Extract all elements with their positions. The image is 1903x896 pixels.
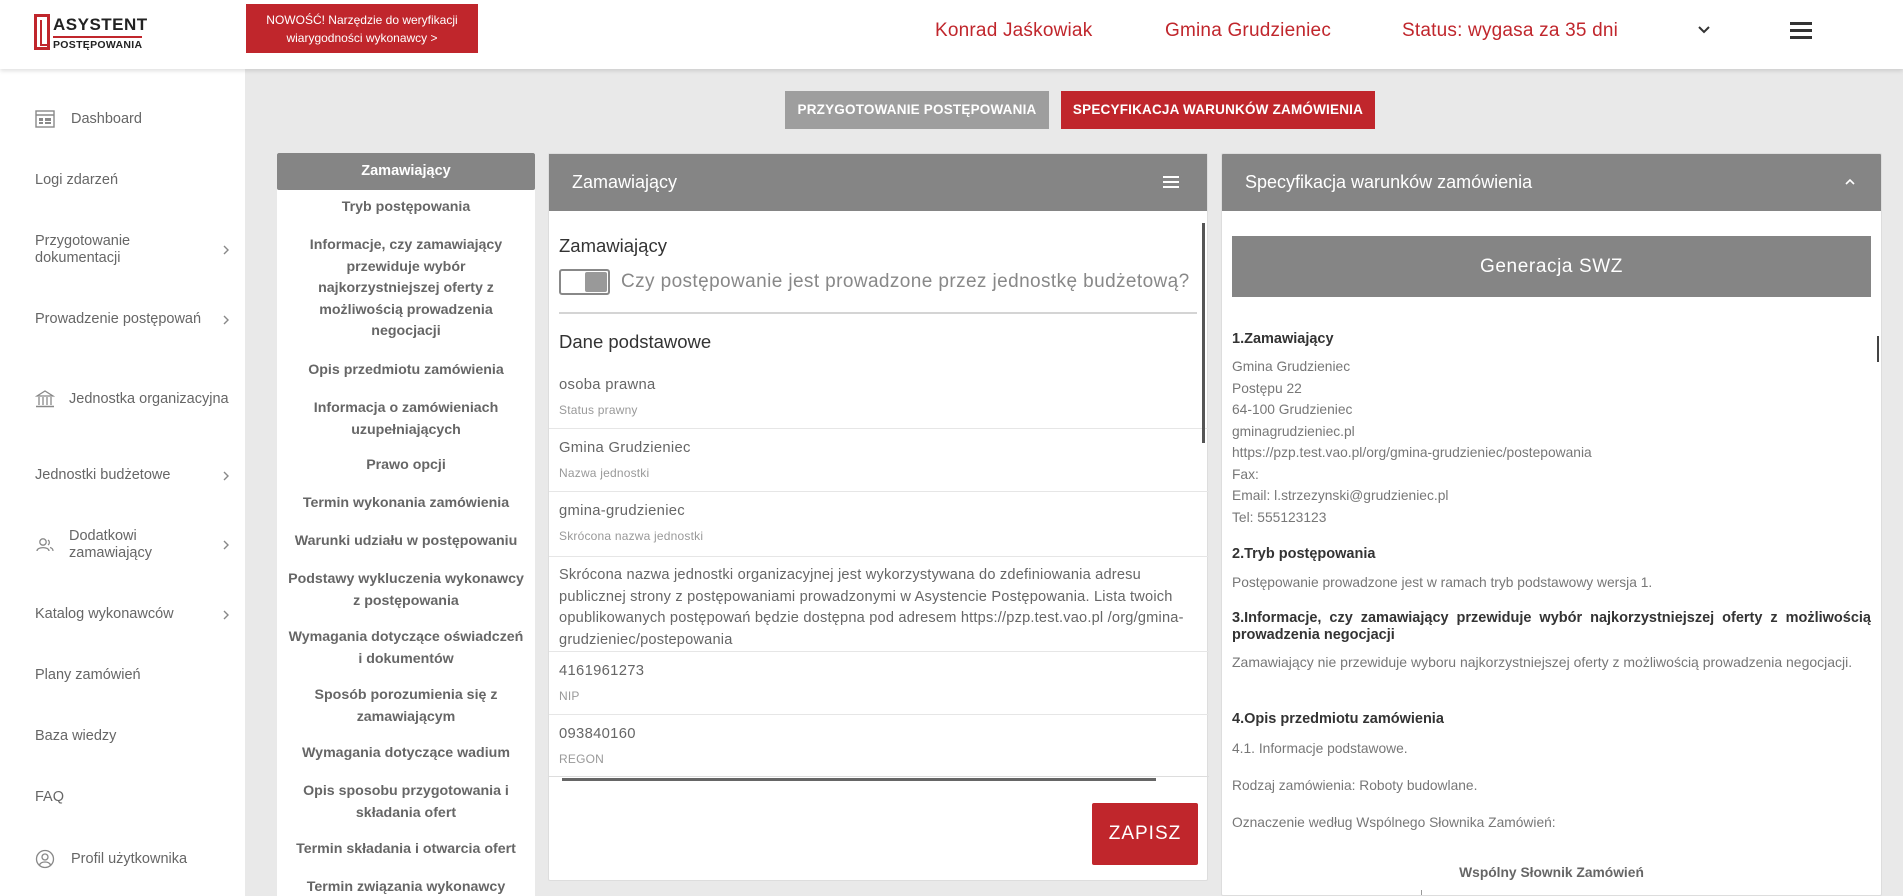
field-label: Skrócona nazwa jednostki <box>559 529 704 543</box>
section-nav <box>277 153 535 896</box>
nip-field[interactable] <box>549 652 1209 715</box>
subscription-status[interactable]: Status: wygasa za 35 dni <box>1402 20 1619 41</box>
sidebar-item-procurement-plans[interactable] <box>35 667 230 684</box>
top-bar <box>0 0 1903 69</box>
spec-text-line: Postępu 22 <box>1232 381 1302 396</box>
panel-scroll-area[interactable] <box>549 211 1209 776</box>
app-logo[interactable] <box>34 14 148 51</box>
nav-item[interactable]: Tryb postępowania <box>341 199 471 215</box>
spec-text-line: Oznaczenie według Wspólnego Słownika Zamówień: <box>1232 815 1556 830</box>
sidebar-item-label: Przygotowanie dokumentacji <box>35 233 131 266</box>
logo-text-line1: ASYSTENT <box>53 15 148 34</box>
panel-menu-icon[interactable] <box>1163 176 1179 189</box>
sidebar-item-faq[interactable] <box>35 789 230 806</box>
field-value: osoba prawna <box>559 377 656 393</box>
field-label: REGON <box>559 752 605 766</box>
sidebar-item-label: Dashboard <box>71 110 142 127</box>
vertical-scrollbar[interactable] <box>1877 336 1879 362</box>
legal-status-field[interactable] <box>549 366 1209 429</box>
sidebar-item-label: Jednostka organizacyjna <box>69 390 229 407</box>
nav-item[interactable]: Opis przedmiotu zamówienia <box>308 362 504 378</box>
sidebar-item-label: FAQ <box>35 789 65 805</box>
contracting-authority-panel <box>548 153 1208 881</box>
sidebar-item-label: Katalog wykonawców <box>35 606 174 622</box>
institution-icon <box>35 389 55 409</box>
nav-item[interactable]: Warunki udziału w postępowaniu <box>294 533 518 549</box>
specification-button[interactable]: SPECYFIKACJA WARUNKÓW ZAMÓWIENIA <box>1061 91 1375 129</box>
panel-header <box>549 154 1207 211</box>
budget-unit-toggle[interactable] <box>559 269 610 295</box>
nav-item[interactable]: Informacje, czy zamawiający przewiduje wybór najkorzystniejszej oferty z możliwością prowadzenia negocjacji <box>309 237 503 339</box>
sidebar-item-label: Baza wiedzy <box>35 728 117 744</box>
horizontal-scrollbar[interactable] <box>562 778 1156 781</box>
section-title: Zamawiający <box>559 235 667 256</box>
cpv-table-caption: Wspólny Słownik Zamówień <box>1459 865 1644 880</box>
nav-item[interactable]: Opis sposobu przygotowania i składania ofert <box>303 783 509 821</box>
logo-mark <box>34 14 50 50</box>
sidebar <box>0 69 245 896</box>
hamburger-menu-icon[interactable] <box>1790 22 1812 40</box>
news-banner-button[interactable] <box>246 4 478 53</box>
users-icon <box>35 535 55 555</box>
nav-item[interactable]: Termin wykonania zamówienia <box>302 495 510 511</box>
panel-header[interactable] <box>1222 154 1881 211</box>
spec-text-line: Tel: 555123123 <box>1232 510 1327 525</box>
news-line1: NOWOŚĆ! Narzędzie do weryfikacji <box>266 13 458 27</box>
nav-item[interactable]: Wymagania dotyczące wadium <box>302 745 510 761</box>
spec-text-line: Postępowanie prowadzone jest w ramach tryb podstawowy wersja 1. <box>1232 575 1653 590</box>
nav-item[interactable]: Wymagania dotyczące oświadczeń i dokumentów <box>288 629 524 667</box>
spec-text-line: Fax: <box>1232 467 1259 482</box>
field-value: 4161961273 <box>559 663 645 679</box>
spec-text-line: Gmina Grudzieniec <box>1232 359 1351 374</box>
organization-name[interactable]: Gmina Grudzieniec <box>1165 20 1332 41</box>
section-title: Dane podstawowe <box>559 331 712 352</box>
nav-item[interactable]: Podstawy wykluczenia wykonawcy z postępowania <box>288 571 524 609</box>
chevron-right-icon <box>222 470 230 482</box>
panel-title: Zamawiający <box>572 172 678 192</box>
budget-unit-toggle-label: Czy postępowanie jest prowadzone przez jednostkę budżetową? <box>621 271 1190 292</box>
save-button[interactable]: ZAPISZ <box>1092 803 1198 865</box>
divider <box>559 312 1197 314</box>
spec-text-paragraph: Zamawiający nie przewiduje wyboru najkorzystniejszej oferty z możliwością prowadzenia negocjacji. <box>1232 654 1853 670</box>
short-unit-name-field[interactable] <box>549 492 1209 557</box>
chevron-down-icon[interactable] <box>1696 22 1712 38</box>
spec-text-line: gminagrudzieniec.pl <box>1232 424 1355 439</box>
spec-section-title: 1.Zamawiający <box>1232 331 1334 347</box>
spec-text-line: https://pzp.test.vao.pl/org/gmina-grudzieniec/postepowania <box>1232 445 1592 460</box>
specification-panel <box>1221 153 1882 896</box>
nav-item[interactable]: Sposób porozumienia się z zamawiającym <box>314 687 498 725</box>
spec-text-line: Rodzaj zamówienia: Roboty budowlane. <box>1232 778 1478 793</box>
spec-section-title: 3.Informacje, czy zamawiający przewiduje wybór najkorzystniejszej oferty z możliwością prowadzenia negocjacji <box>1232 610 1871 643</box>
sidebar-item-contractors-catalog[interactable] <box>35 606 230 623</box>
dashboard-icon <box>35 109 55 129</box>
chevron-up-icon[interactable] <box>1843 176 1857 188</box>
spec-text-line: 64-100 Grudzieniec <box>1232 402 1353 417</box>
news-line2: wiarygodności wykonawcy > <box>286 31 438 45</box>
user-name[interactable]: Konrad Jaśkowiak <box>935 20 1093 41</box>
field-value: Gmina Grudzieniec <box>559 440 691 456</box>
nav-item[interactable]: Termin związania wykonawcy <box>306 879 506 895</box>
sidebar-item-label: Profil użytkownika <box>71 850 188 867</box>
chevron-right-icon <box>222 539 230 551</box>
sidebar-item-knowledge-base[interactable] <box>35 728 230 745</box>
spec-text-line: Email: l.strzezynski@grudzieniec.pl <box>1232 488 1449 503</box>
field-value: gmina-grudzieniec <box>559 503 686 519</box>
spec-section-title: 4.Opis przedmiotu zamówienia <box>1232 711 1444 727</box>
nav-item-active[interactable]: Zamawiający <box>277 153 535 190</box>
vertical-scrollbar[interactable] <box>1202 223 1205 443</box>
sidebar-item-additional-contracting[interactable] <box>35 528 230 562</box>
panel-title: Specyfikacja warunków zamówienia <box>1245 172 1533 192</box>
field-label: Status prawny <box>559 403 638 417</box>
nav-item[interactable]: Informacja o zamówieniach uzupełniających <box>313 400 499 438</box>
user-circle-icon <box>35 849 55 869</box>
sidebar-item-dashboard[interactable] <box>35 109 230 129</box>
nav-item[interactable]: Prawo opcji <box>366 457 446 473</box>
unit-name-field[interactable] <box>549 429 1209 492</box>
sidebar-item-label: Plany zamówień <box>35 667 141 683</box>
sidebar-item-label: Jednostki budżetowe <box>35 467 171 483</box>
table-divider <box>1421 890 1422 896</box>
sidebar-item-proceedings[interactable] <box>35 311 230 328</box>
sidebar-item-logs[interactable] <box>35 172 230 189</box>
sidebar-item-user-profile[interactable] <box>35 849 230 869</box>
sidebar-item-organizational-unit[interactable] <box>35 389 230 409</box>
field-value: 093840160 <box>559 726 636 742</box>
divider <box>549 776 1209 777</box>
spec-text-line: 4.1. Informacje podstawowe. <box>1232 741 1408 756</box>
sidebar-item-label: Prowadzenie postępowań <box>35 311 202 327</box>
short-name-info-text: Skrócona nazwa jednostki organizacyjnej jest wykorzystywana do zdefiniowania adresu publicznej strony z postępowaniami prowadzonymi w Asystencie Postępowania. Lista twoich opublikowanych postępowań będzie dostępna pod adresem https://pzp.test.vao.pl /org/gmina-grudzieniec/postepowania <box>559 567 1184 648</box>
prepare-proceedings-button[interactable]: PRZYGOTOWANIE POSTĘPOWANIA <box>785 91 1049 129</box>
chevron-right-icon <box>222 609 230 621</box>
sidebar-item-label: Dodatkowi zamawiający <box>69 528 152 561</box>
sidebar-item-label: Logi zdarzeń <box>35 172 119 188</box>
logo-text-line2: POSTĘPOWANIA <box>53 36 142 51</box>
regon-field[interactable] <box>549 715 1209 776</box>
nav-item[interactable]: Termin składania i otwarcia ofert <box>296 841 516 857</box>
field-label: Nazwa jednostki <box>559 466 650 480</box>
field-label: NIP <box>559 689 580 703</box>
spec-section-title: 2.Tryb postępowania <box>1232 546 1376 562</box>
sidebar-item-documentation[interactable] <box>35 233 230 267</box>
chevron-right-icon <box>222 314 230 326</box>
generate-swz-button[interactable]: Generacja SWZ <box>1232 236 1871 297</box>
sidebar-item-budget-units[interactable] <box>35 467 230 484</box>
chevron-right-icon <box>222 244 230 256</box>
